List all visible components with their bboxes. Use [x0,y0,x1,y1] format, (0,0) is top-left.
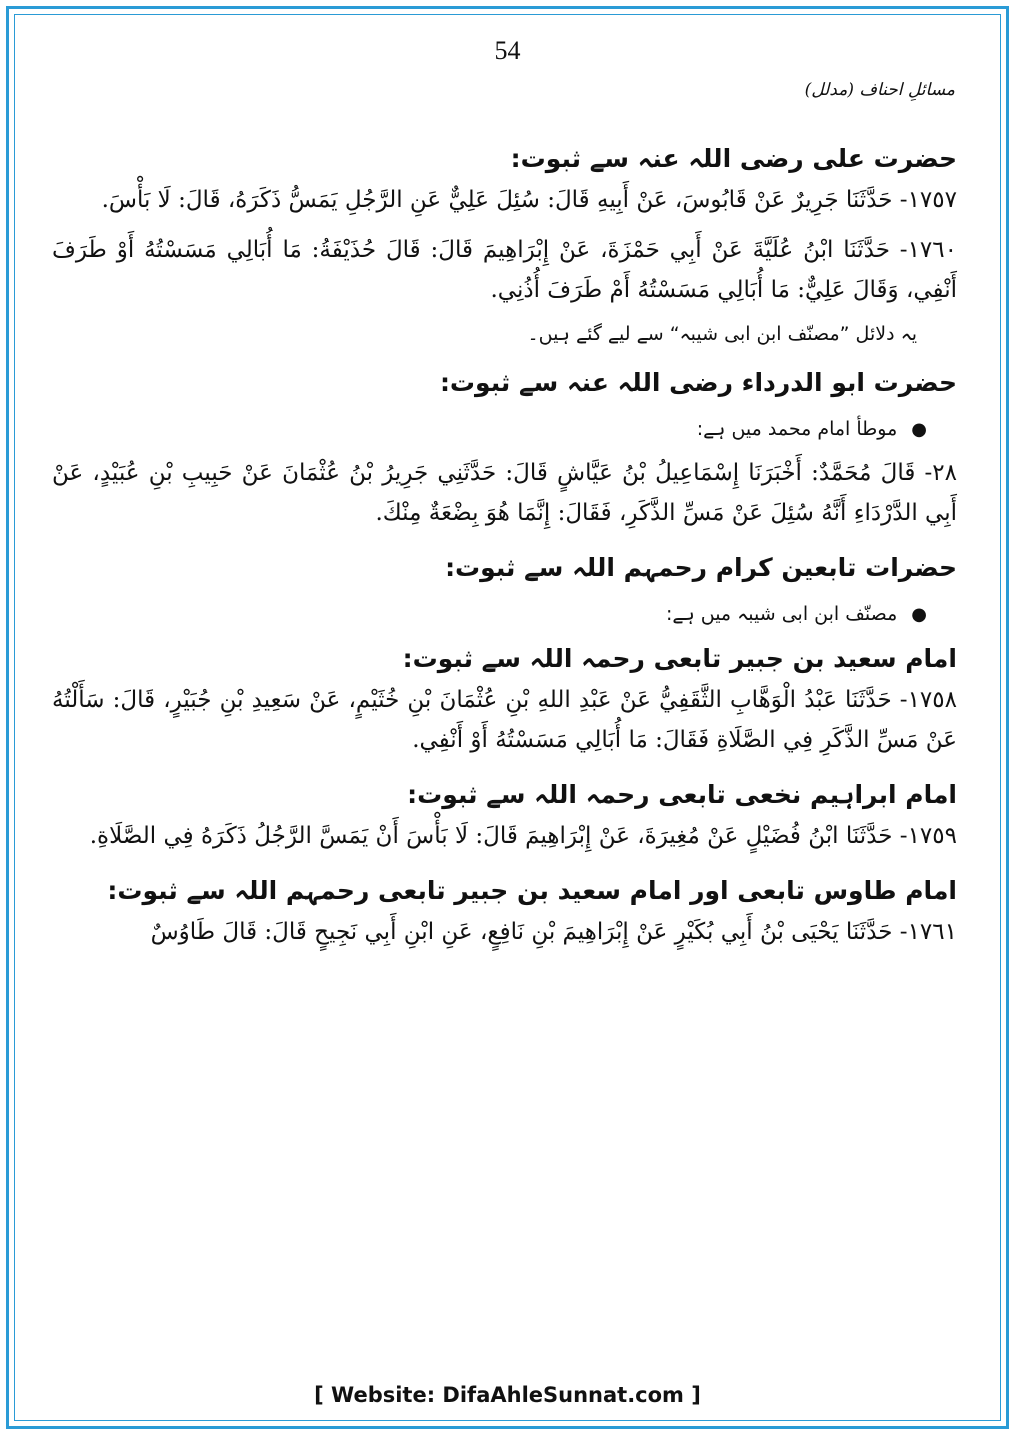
section-heading-tawus: امام طاوس تابعی اور امام سعید بن جبیر تابعی رحمہم اللہ سے ثبوت: [107,876,957,905]
source-note: یہ دلائل ”مصنّف ابن ابی شیبہ“ سے لیے گئے ہیں۔ [527,323,917,345]
page-number: 54 [494,36,521,65]
hadith-28: ٢٨- قَالَ مُحَمَّدٌ: أَخْبَرَنَا إِسْمَاعِيلُ بْنُ عَيَّاشٍ قَالَ: حَدَّثَنِي جَرِيرُ بْنُ عُثْمَانَ عَنْ حَبِيبِ بْنِ عُبَيْدٍ، عَنْ أَبِي الدَّرْدَاءِ أَنَّهُ سُئِلَ عَنْ مَسِّ الذَّكَرِ، فَقَالَ: إِنَّمَا هُوَ بِضْعَةٌ مِنْكَ. [52,460,957,526]
hadith-1760: ١٧٦٠- حَدَّثَنَا ابْنُ عُلَيَّةَ عَنْ أَبِي حَمْزَةَ، عَنْ إِبْرَاهِيمَ قَالَ: قَالَ حُذَيْفَةُ: مَا أُبَالِي مَسَسْتُهُ أَوْ طَرَفَ أَنْفِي، وَقَالَ عَلِيٌّ: مَا أُبَالِي مَسَسْتُهُ أَمْ طَرَفَ أُذُنِي. [52,237,957,303]
running-head: مسائلِ احناف (مدلل) [804,80,955,100]
hadith-1757: ١٧٥٧- حَدَّثَنَا جَرِيرٌ عَنْ قَابُوسَ، عَنْ أَبِيهِ قَالَ: سُئِلَ عَلِيٌّ عَنِ الرَّجُلِ يَمَسُّ ذَكَرَهُ، قَالَ: لَا بَأْسَ. [101,187,957,213]
page-content [52,138,957,952]
hadith-1758: ١٧٥٨- حَدَّثَنَا عَبْدُ الْوَهَّابِ الثَّقَفِيُّ عَنْ عَبْدِ اللهِ بْنِ عُثْمَانَ بْنِ خُثَيْمٍ، عَنْ سَعِيدِ بْنِ جُبَيْرٍ، قَالَ: سَأَلْتُهُ عَنْ مَسِّ الذَّكَرِ فِي الصَّلَاةِ فَقَالَ: مَا أُبَالِي مَسَسْتُهُ أَوْ أَنْفِي. [52,687,957,753]
hadith-1761: ١٧٦١- حَدَّثَنَا يَحْيَى بْنُ أَبِي بُكَيْرٍ عَنْ إِبْرَاهِيمَ بْنِ نَافِعٍ، عَنِ ابْنِ أَبِي نَجِيحٍ قَالَ: قَالَ طَاوُسٌ [150,919,957,945]
section-heading-ibrahim: امام ابراہیم نخعی تابعی رحمہ اللہ سے ثبوت: [407,780,957,809]
bullet-musannaf: ● مصنّف ابن ابی شیبہ میں ہے: [52,595,927,634]
website-footer: [ Website: DifaAhleSunnat.com ] [314,1383,701,1407]
section-heading-ali: حضرت علی رضی اللہ عنہ سے ثبوت: [510,144,957,173]
hadith-1759: ١٧٥٩- حَدَّثَنَا ابْنُ فُضَيْلٍ عَنْ مُغِيرَةَ، عَنْ إِبْرَاهِيمَ قَالَ: لَا بَأْسَ أَنْ يَمَسَّ الرَّجُلُ ذَكَرَهُ فِي الصَّلَاةِ. [89,823,957,849]
section-heading-tabieen: حضرات تابعین کرام رحمہم اللہ سے ثبوت: [445,553,957,582]
bullet-muwatta: ● موطأ امام محمد میں ہے: [52,410,927,449]
section-heading-abu-darda: حضرت ابو الدرداء رضی اللہ عنہ سے ثبوت: [439,368,957,397]
section-heading-saeed: امام سعید بن جبیر تابعی رحمہ اللہ سے ثبوت: [402,644,957,673]
